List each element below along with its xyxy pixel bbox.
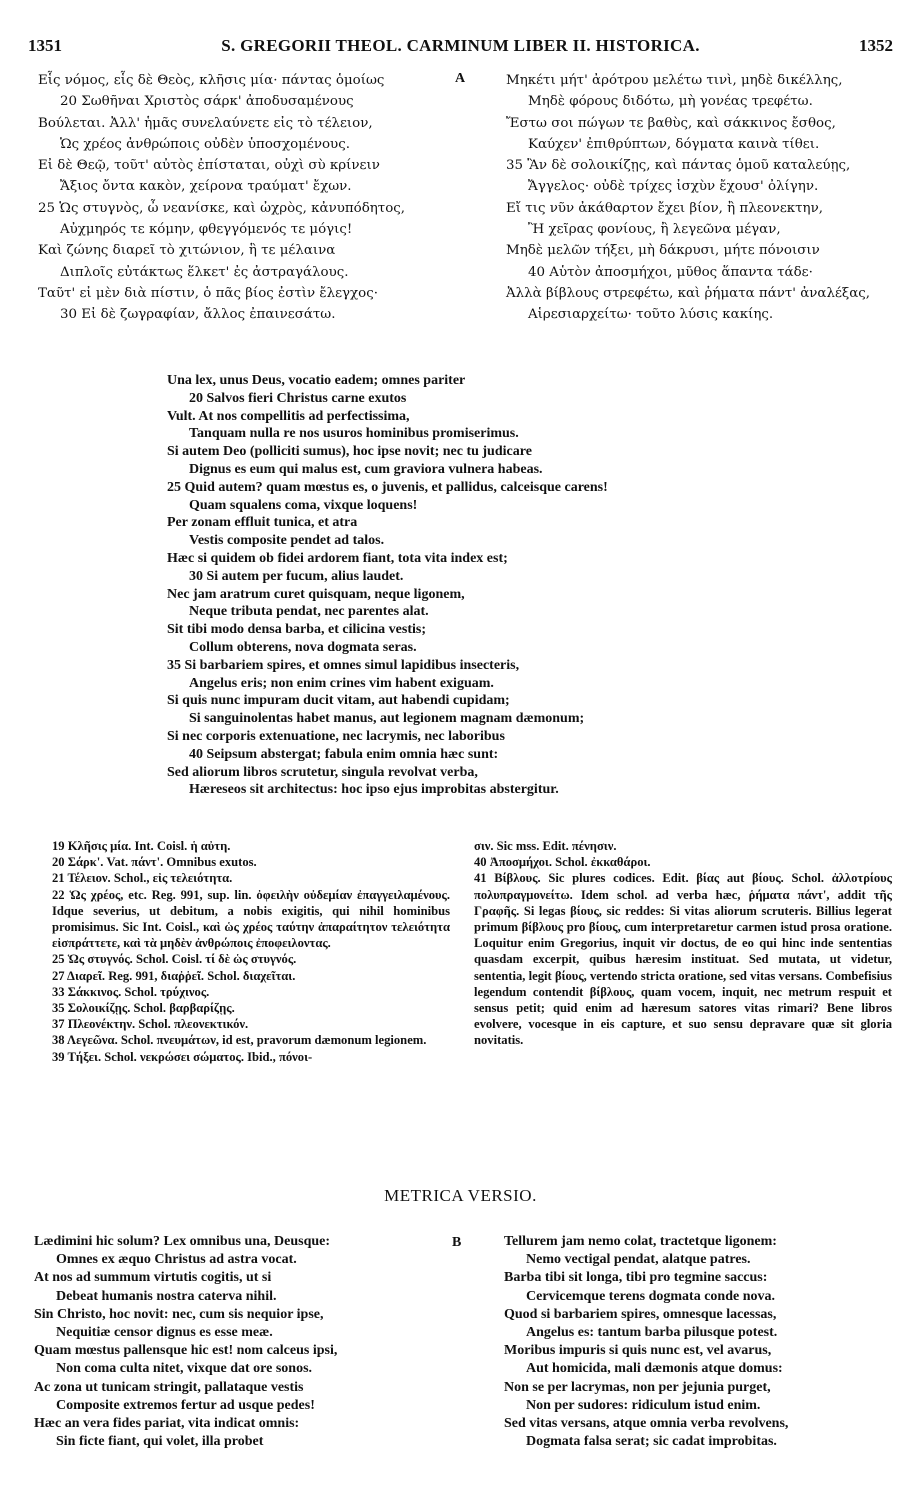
latin-line: Per zonam effluit tunica, et atra (167, 515, 358, 531)
latin-line: Si quis nunc impuram ducit vitam, aut habendi cupidam; (167, 693, 510, 709)
latin-line: Sed aliorum libros scrutetur, singula revolvat verba, (167, 764, 478, 780)
metrica-line: Lædimini hic solum? Lex omnibus una, Deusque: (34, 1234, 331, 1249)
note-entry: σιν. Sic mss. Edit. πένησιν. (474, 839, 617, 853)
left-page-number: 1351 (28, 36, 62, 55)
greek-verse-line: Ἄξιος ὄντα κακὸν, χείρονα τραύματ' ἔχων. (60, 179, 352, 195)
metrica-line: Tellurem jam nemo colat, tractetque ligonem: (504, 1234, 777, 1249)
latin-line: Una lex, unus Deus, vocatio eadem; omnes pariter (167, 373, 466, 388)
metrica-line: Quam mœstus pallensque hic est! nom calceus ipsi, (34, 1343, 338, 1359)
metrica-line: Angelus es: tantum barba pilusque potest. (526, 1325, 778, 1341)
note-entry: 21 Τέλειον. Schol., εἰς τελειότητα. (52, 871, 233, 886)
metrica-line: Omnes ex æquo Christus ad astra vocat. (56, 1252, 297, 1268)
metrica-line: Nemo vectigal pendat, alatque patres. (526, 1252, 751, 1268)
greek-verse-line: 40 Αὑτὸν ἀποσμήχοι, μῦθος ἅπαντα τάδε· (528, 264, 813, 280)
metrica-line: Non per sudores: ridiculum istud enim. (526, 1397, 761, 1413)
latin-line: 40 Seipsum abstergat; fabula enim omnia hæc sunt: (189, 746, 499, 762)
latin-line: Angelus eris; non enim crines vim habent exiguam. (189, 675, 494, 691)
greek-column-right (470, 70, 896, 326)
greek-verse-line: Καύχεν' ἐπιθρύπτων, δόγματα καινὰ τίθει. (528, 136, 820, 152)
running-title: S. GREGORII THEOL. CARMINUM LIBER II. HISTORICA. (221, 36, 700, 55)
greek-verse-line: Διπλοῖς εὐτάκτως ἕλκετ' ἐς ἀστραγάλους. (60, 264, 349, 280)
metrica-line: At nos ad summum virtutis cogitis, ut si (34, 1270, 272, 1286)
latin-line: Vestis composite pendet ad talos. (189, 533, 385, 549)
latin-line: Dignus es eum qui malus est, cum graviora vulnera habeas. (189, 461, 543, 477)
greek-verse-line: 30 Εἰ δὲ ζωγραφίαν, ἄλλος ἐπαινεσάτω. (60, 307, 336, 323)
note-entry: 25 Ὡς στυγνός. Schol. Coisl. τί δὲ ὡς στυγνός. (52, 952, 297, 967)
latin-line: 35 Si barbariem spires, et omnes simul lapidibus insecteris, (167, 657, 520, 673)
column-mark-a: A (455, 71, 466, 86)
metrica-line: Non coma culta nitet, vixque dat ore sonos. (56, 1361, 313, 1377)
greek-verse-line: Αἱρεσιαρχείτω· τοῦτο λύσις κακίης. (528, 307, 774, 323)
greek-verse-line: Ὡς χρέος ἀνθρώποις οὐδὲν ὑποσχομένους. (60, 136, 350, 152)
metrica-line: Debeat humanis nostra caterva nihil. (56, 1288, 277, 1304)
metrica-line: Moribus impuris si quis nunc est, vel avarus, (504, 1343, 772, 1359)
greek-verse-line: Εἴ τις νῦν ἀκάθαρτον ἔχει βίον, ἢ πλεονεκτην, (506, 200, 823, 216)
latin-line: Neque tributa pendat, nec parentes alat. (189, 604, 429, 620)
greek-verse-line: Καὶ ζώνης διαρεῖ τὸ χιτώνιον, ἣ τε μέλαινα (38, 243, 336, 259)
latin-line: 25 Quid autem? quam mœstus es, o juvenis, et pallidus, calceisque carens! (167, 479, 608, 495)
note-entry: 39 Τήξει. Schol. νεκρώσει σώματος. Ibid., πόνοι- (52, 1049, 313, 1064)
latin-line: Si sanguinolentas habet manus, aut legionem magnam dæmonum; (189, 711, 585, 727)
latin-line: Quam squalens coma, vixque loquens! (189, 497, 418, 513)
metrica-line: Nequitiæ censor dignus es esse meæ. (56, 1325, 273, 1341)
right-page-number: 1352 (859, 36, 893, 55)
latin-line: Si autem Deo (polliciti sumus), hoc ipse novit; nec tu judicare (167, 444, 532, 460)
note-entry: 40 Ἀποσμήχοι. Schol. ἐκκαθάροι. (474, 855, 651, 870)
note-entry: 19 Κλῆσις μία. Int. Coisl. ἡ αὐτη. (52, 839, 231, 853)
latin-line: Hæreseos sit architectus: hoc ipso ejus improbitas abstergitur. (189, 782, 559, 798)
metrica-line: Hæc an vera fides pariat, vita indicat omnis: (34, 1416, 300, 1432)
greek-verse-line: Ταῦτ' εἰ μὲν διὰ πίστιν, ὁ πᾶς βίος ἐστὶν ἔλεγχος· (38, 285, 378, 301)
note-entry: 35 Σολοικίζῃς. Schol. βαρβαρίζῃς. (52, 1001, 235, 1016)
greek-verse-line: Ἔστω σοι πώγων τε βαθὺς, καὶ σάκκινος ἔσθος, (506, 115, 836, 131)
latin-line: Nec jam aratrum curet quisquam, neque ligonem, (167, 586, 465, 602)
note-entry: 41 Βίβλους. Sic plures codices. Edit. βίας aut βίους. Schol. ἀλλοτρίους πολυπραγμονείτω. Idem schol. ad verba hæc, ῥήματα πάντ', addit τῆς Γραφῆς. Si legas βίους, sic reddes: Si vitas aliorum scruteris. Billius legerat primum βίβλους pro βίους, cum interpretaretur carmen istud prosa oratione. Loquitur enim Gregorius, inquit vir doctus, de eo qui hinc inde sententias quasdam excerpit, quibus hæresim instituat. Sed mutata, ut videtur, sententia, legit βίους, vertendo stricta oratione, sed vitas versans. Combefisius legendum contendit βίβλους, quam vocem, inquit, nec metrum respuit et sensus petit; quid enim ad hæresum satores vitas rimari? Bene libros evolvere, vocesque in eis capture, et suo sensu depravare quæ sit gloria novitatis. (474, 871, 892, 1048)
critical-notes (52, 838, 892, 1065)
latin-line: Collum obterens, nova dogmata seras. (189, 639, 417, 655)
greek-verse-line: Βούλεται. Ἀλλ' ἡμᾶς συνελαύνετε εἰς τὸ τέλειον, (38, 115, 373, 131)
greek-verse-line: Εἰ δὲ Θεῷ, τοῦτ' αὐτὸς ἐπίσταται, οὐχὶ σὺ κρίνειν (38, 158, 380, 174)
greek-verse-line: Μηδὲ μελῶν τήξει, μὴ δάκρυσι, μήτε πόνοισιν (506, 243, 820, 259)
greek-verse-line: 25 Ὡς στυγνὸς, ὦ νεανίσκε, καὶ ὠχρὸς, κἀνυπόδητος, (38, 200, 406, 216)
section-title: METRICA VERSIO. (384, 1186, 537, 1205)
latin-line: Si nec corporis extenuatione, nec lacrymis, nec laboribus (167, 728, 505, 744)
metrica-line: Composite extremos fertur ad usque pedes! (56, 1397, 315, 1413)
greek-verse-line: Αὐχμηρός τε κόμην, φθεγγόμενός τε μόγις! (60, 222, 353, 238)
latin-line: Tanquam nulla re nos usuros hominibus promiserimus. (189, 426, 519, 442)
greek-column-left (38, 70, 470, 326)
greek-verse-line: 35 Ἂν δὲ σολοικίζῃς, καὶ πάντας ὁμοῦ καταλεύῃς, (506, 158, 851, 174)
greek-verse-line: Μηκέτι μήτ' ἀρότρου μελέτω τινὶ, μηδὲ δικέλλης, (506, 73, 843, 88)
greek-verse-line: Εἷς νόμος, εἷς δὲ Θεὸς, κλῆσις μία· πάντας ὁμοίως (38, 73, 385, 88)
greek-verse-line: 20 Σωθῆναι Χριστὸς σάρκ' ἀποδυσαμένους (60, 94, 354, 110)
running-header (28, 36, 893, 62)
notes-column-right (474, 838, 892, 1065)
metrica-line: Sed vitas versans, atque omnia verba revolvens, (504, 1416, 789, 1432)
metrica-line: Sin Christo, hoc novit: nec, cum sis nequior ipse, (34, 1306, 324, 1322)
metrica-versio (34, 1233, 894, 1451)
metrica-line: Cervicemque terens dogmata conde nova. (526, 1288, 775, 1304)
metrica-line: Dogmata falsa serat; sic cadat improbitas. (526, 1434, 777, 1450)
greek-verse-line: Ἄγγελος· οὐδὲ τρίχες ἰσχὺν ἔχουσ' ὀλίγην. (528, 179, 819, 195)
metrica-line: Quod si barbariem spires, omnesque lacessas, (504, 1306, 777, 1322)
greek-verse-line: Ἀλλὰ βίβλους στρεφέτω, καὶ ῥήματα πάντ' ἀναλέξας, (506, 285, 871, 301)
metrica-line: Aut homicida, mali dæmonis atque domus: (526, 1361, 783, 1377)
note-entry: 33 Σάκκινος. Schol. τρύχινος. (52, 984, 210, 999)
note-entry: 20 Σάρκ'. Vat. πάντ'. Omnibus exutos. (52, 855, 257, 870)
column-mark-b: B (452, 1235, 462, 1250)
note-entry: 37 Πλεονέκτην. Schol. πλεονεκτικόν. (52, 1017, 249, 1032)
greek-text (38, 70, 896, 326)
metrica-line: Sin ficte fiant, qui volet, illa probet (56, 1434, 264, 1450)
greek-verse-line: Μηδὲ φόρους διδότω, μὴ γονέας τρεφέτω. (528, 94, 813, 110)
latin-line: Vult. At nos compellitis ad perfectissima, (167, 408, 410, 424)
notes-column-left (52, 838, 450, 1065)
latin-line: 20 Salvos fieri Christus carne exutos (189, 390, 407, 406)
metrica-line: Ac zona ut tunicam stringit, pallataque vestis (34, 1379, 304, 1395)
greek-verse-line: Ἢ χεῖρας φονίους, ἢ λεγεῶνα μέγαν, (528, 222, 781, 238)
metrica-line: Non se per lacrymas, non per jejunia purget, (504, 1379, 771, 1395)
latin-line: Sit tibi modo densa barba, et cilicina vestis; (167, 622, 427, 638)
note-entry: 27 Διαρεῖ. Reg. 991, διαῤῥεῖ. Schol. διαχεῖται. (52, 968, 296, 983)
note-entry: 38 Λεγεῶνα. Schol. πνευμάτων, id est, pravorum dæmonum legionem. (52, 1033, 427, 1048)
latin-translation (167, 372, 867, 799)
metrica-column-right (468, 1233, 888, 1451)
latin-line: 30 Si autem per fucum, alius laudet. (189, 568, 404, 584)
metrica-column-left (34, 1233, 468, 1451)
latin-line: Hæc si quidem ob fidei ardorem fiant, tota vita index est; (167, 550, 508, 566)
note-entry: 22 Ὡς χρέος, etc. Reg. 991, sup. lin. ὀφειλὴν οὐδεμίαν ἐπαγγειλαμένους. Idque severius, ut debitum, a nobis exigitis, qui nihil hominibus promisimus. Sic Int. Coisl., καὶ ὡς χρέος ταύτην ἀπαραίτητον τελειότητα εἰσπράττετε, καὶ τὰ μηδὲν ἀνθρώποις ἐποφειλοντας. (52, 887, 450, 951)
metrica-line: Barba tibi sit longa, tibi pro tegmine saccus: (504, 1270, 768, 1286)
